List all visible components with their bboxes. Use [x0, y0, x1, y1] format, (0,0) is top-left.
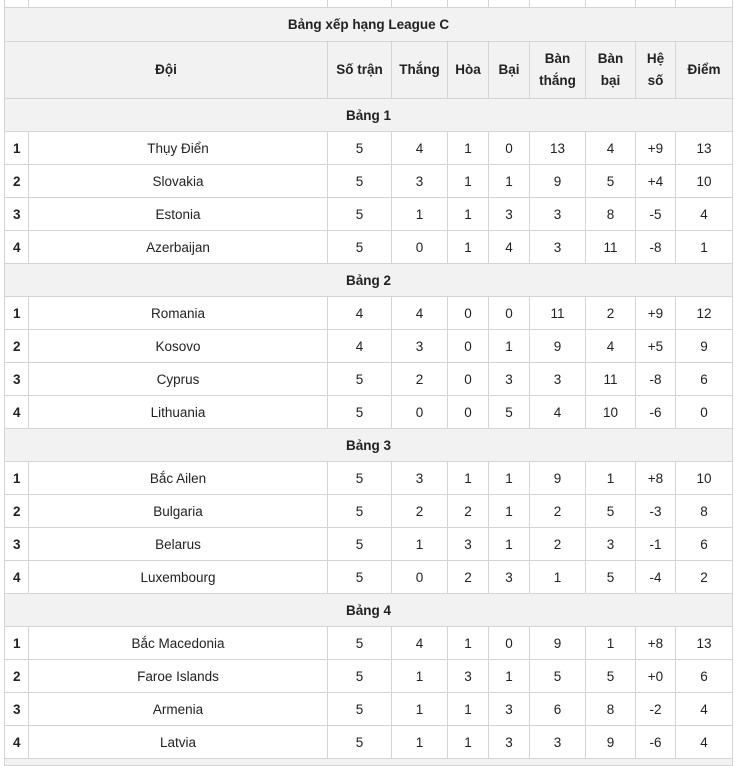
- table-row: [5, 561, 733, 594]
- team-cell: Azerbaijan: [29, 231, 328, 264]
- points-cell: 9: [676, 330, 733, 363]
- goals-for-cell: 2: [530, 495, 586, 528]
- goals-for-cell: 9: [530, 165, 586, 198]
- team-cell: Thụy Điển: [29, 132, 328, 165]
- played-cell: 5: [328, 132, 392, 165]
- header-team: Đội: [5, 42, 328, 99]
- rank-cell: 2: [5, 165, 29, 198]
- losses-cell: 1: [489, 660, 530, 693]
- points-cell: 0: [676, 396, 733, 429]
- goal-diff-cell: +0: [636, 660, 676, 693]
- rank-cell: 3: [5, 363, 29, 396]
- rank-cell: 3: [5, 693, 29, 726]
- bottom-cut-row: [5, 759, 733, 766]
- draws-cell: 3: [448, 528, 489, 561]
- goal-diff-cell: -6: [636, 396, 676, 429]
- team-cell: Slovakia: [29, 165, 328, 198]
- wins-cell: 0: [392, 231, 448, 264]
- rank-cell: 1: [5, 297, 29, 330]
- table-row: [5, 693, 733, 726]
- header-goals-against-line1: Bàn: [597, 51, 624, 66]
- team-cell: Cyprus: [29, 363, 328, 396]
- header-goals-against-line2: bại: [600, 73, 621, 88]
- table-row: [5, 660, 733, 693]
- goals-for-cell: 3: [530, 198, 586, 231]
- table-row: [5, 726, 733, 759]
- team-cell: Armenia: [29, 693, 328, 726]
- wins-cell: 0: [392, 396, 448, 429]
- group-header-row: [5, 99, 733, 132]
- team-cell: Bulgaria: [29, 495, 328, 528]
- goals-for-cell: 13: [530, 132, 586, 165]
- draws-cell: 1: [448, 132, 489, 165]
- header-goal-diff-line1: Hệ: [646, 51, 665, 66]
- wins-cell: 2: [392, 363, 448, 396]
- played-cell: 5: [328, 363, 392, 396]
- goals-for-cell: 11: [530, 297, 586, 330]
- rank-cell: 1: [5, 627, 29, 660]
- losses-cell: 3: [489, 726, 530, 759]
- header-goals-for-line1: Bàn: [544, 51, 571, 66]
- goals-against-cell: 10: [586, 396, 636, 429]
- goal-diff-cell: -2: [636, 693, 676, 726]
- goals-against-cell: 4: [586, 330, 636, 363]
- header-played: Số trận: [328, 42, 392, 99]
- rank-cell: 2: [5, 495, 29, 528]
- points-cell: 4: [676, 726, 733, 759]
- draws-cell: 1: [448, 726, 489, 759]
- points-cell: 2: [676, 561, 733, 594]
- wins-cell: 1: [392, 726, 448, 759]
- goals-against-cell: 4: [586, 132, 636, 165]
- team-cell: Bắc Macedonia: [29, 627, 328, 660]
- points-cell: 13: [676, 627, 733, 660]
- goal-diff-cell: -4: [636, 561, 676, 594]
- goals-for-cell: 9: [530, 462, 586, 495]
- goals-against-cell: 8: [586, 198, 636, 231]
- rank-cell: 1: [5, 132, 29, 165]
- goal-diff-cell: -8: [636, 231, 676, 264]
- table-row: [5, 528, 733, 561]
- team-cell: Bắc Ailen: [29, 462, 328, 495]
- played-cell: 5: [328, 198, 392, 231]
- wins-cell: 2: [392, 495, 448, 528]
- goal-diff-cell: +8: [636, 462, 676, 495]
- points-cell: 4: [676, 198, 733, 231]
- team-cell: Kosovo: [29, 330, 328, 363]
- wins-cell: 3: [392, 330, 448, 363]
- draws-cell: 1: [448, 231, 489, 264]
- losses-cell: 5: [489, 396, 530, 429]
- team-cell: Luxembourg: [29, 561, 328, 594]
- played-cell: 5: [328, 462, 392, 495]
- table-row: [5, 132, 733, 165]
- header-wins: Thắng: [392, 42, 448, 99]
- goal-diff-cell: -3: [636, 495, 676, 528]
- rank-cell: 3: [5, 528, 29, 561]
- goals-against-cell: 5: [586, 660, 636, 693]
- group-header-row: [5, 594, 733, 627]
- draws-cell: 0: [448, 297, 489, 330]
- played-cell: 5: [328, 165, 392, 198]
- draws-cell: 1: [448, 627, 489, 660]
- table-row: [5, 363, 733, 396]
- points-cell: 12: [676, 297, 733, 330]
- draws-cell: 1: [448, 693, 489, 726]
- goal-diff-cell: -8: [636, 363, 676, 396]
- goals-for-cell: 6: [530, 693, 586, 726]
- points-cell: 13: [676, 132, 733, 165]
- group-header-row: [5, 264, 733, 297]
- losses-cell: 3: [489, 561, 530, 594]
- losses-cell: 1: [489, 528, 530, 561]
- points-cell: 10: [676, 462, 733, 495]
- points-cell: 8: [676, 495, 733, 528]
- table-row: [5, 396, 733, 429]
- wins-cell: 1: [392, 693, 448, 726]
- goals-for-cell: 5: [530, 660, 586, 693]
- losses-cell: 1: [489, 330, 530, 363]
- table-row: [5, 231, 733, 264]
- goals-for-cell: 9: [530, 330, 586, 363]
- losses-cell: 0: [489, 297, 530, 330]
- losses-cell: 1: [489, 462, 530, 495]
- points-cell: 6: [676, 660, 733, 693]
- group-title: Bảng 2: [5, 264, 733, 297]
- goal-diff-cell: +9: [636, 132, 676, 165]
- played-cell: 5: [328, 627, 392, 660]
- standings-body: [5, 99, 733, 766]
- team-cell: Latvia: [29, 726, 328, 759]
- points-cell: 6: [676, 363, 733, 396]
- losses-cell: 3: [489, 363, 530, 396]
- draws-cell: 0: [448, 363, 489, 396]
- points-cell: 1: [676, 231, 733, 264]
- goal-diff-cell: -5: [636, 198, 676, 231]
- losses-cell: 3: [489, 693, 530, 726]
- points-cell: 6: [676, 528, 733, 561]
- goal-diff-cell: +9: [636, 297, 676, 330]
- team-cell: Belarus: [29, 528, 328, 561]
- wins-cell: 1: [392, 660, 448, 693]
- goals-for-cell: 3: [530, 726, 586, 759]
- goals-against-cell: 1: [586, 462, 636, 495]
- losses-cell: 0: [489, 132, 530, 165]
- draws-cell: 1: [448, 462, 489, 495]
- rank-cell: 4: [5, 561, 29, 594]
- team-cell: Estonia: [29, 198, 328, 231]
- goals-against-cell: 5: [586, 165, 636, 198]
- header-goals-for-line2: thắng: [539, 73, 576, 88]
- rank-cell: 1: [5, 462, 29, 495]
- goal-diff-cell: +8: [636, 627, 676, 660]
- header-goal-diff-line2: số: [647, 73, 664, 88]
- top-cut-row: [5, 0, 733, 8]
- rank-cell: 2: [5, 660, 29, 693]
- played-cell: 4: [328, 330, 392, 363]
- standings-container: [4, 0, 732, 766]
- rank-cell: 4: [5, 726, 29, 759]
- goals-against-cell: 8: [586, 693, 636, 726]
- played-cell: 4: [328, 297, 392, 330]
- table-row: [5, 297, 733, 330]
- goals-for-cell: 3: [530, 231, 586, 264]
- losses-cell: 4: [489, 231, 530, 264]
- played-cell: 5: [328, 528, 392, 561]
- wins-cell: 4: [392, 132, 448, 165]
- losses-cell: 0: [489, 627, 530, 660]
- header-goal-diff: [636, 42, 676, 99]
- goals-against-cell: 2: [586, 297, 636, 330]
- team-cell: Faroe Islands: [29, 660, 328, 693]
- league-c-standings-table: [4, 0, 733, 766]
- goals-for-cell: 4: [530, 396, 586, 429]
- rank-cell: 2: [5, 330, 29, 363]
- points-cell: 4: [676, 693, 733, 726]
- group-title: Bảng 1: [5, 99, 733, 132]
- goals-against-cell: 5: [586, 561, 636, 594]
- losses-cell: 1: [489, 495, 530, 528]
- draws-cell: 0: [448, 396, 489, 429]
- header-losses: Bại: [489, 42, 530, 99]
- goals-against-cell: 11: [586, 363, 636, 396]
- draws-cell: 2: [448, 495, 489, 528]
- draws-cell: 2: [448, 561, 489, 594]
- goals-against-cell: 9: [586, 726, 636, 759]
- goals-against-cell: 5: [586, 495, 636, 528]
- column-header-row: [5, 42, 733, 99]
- header-goals-against: [586, 42, 636, 99]
- wins-cell: 1: [392, 528, 448, 561]
- rank-cell: 4: [5, 396, 29, 429]
- goals-against-cell: 3: [586, 528, 636, 561]
- rank-cell: 3: [5, 198, 29, 231]
- table-row: [5, 462, 733, 495]
- wins-cell: 3: [392, 462, 448, 495]
- goals-for-cell: 2: [530, 528, 586, 561]
- team-cell: Romania: [29, 297, 328, 330]
- table-title-row: [5, 8, 733, 42]
- played-cell: 5: [328, 396, 392, 429]
- draws-cell: 1: [448, 198, 489, 231]
- wins-cell: 4: [392, 627, 448, 660]
- group-header-row: [5, 429, 733, 462]
- goal-diff-cell: +5: [636, 330, 676, 363]
- goals-for-cell: 3: [530, 363, 586, 396]
- group-title: Bảng 4: [5, 594, 733, 627]
- draws-cell: 0: [448, 330, 489, 363]
- header-goals-for: [530, 42, 586, 99]
- points-cell: 10: [676, 165, 733, 198]
- goals-against-cell: 11: [586, 231, 636, 264]
- losses-cell: 3: [489, 198, 530, 231]
- played-cell: 5: [328, 561, 392, 594]
- wins-cell: 1: [392, 198, 448, 231]
- played-cell: 5: [328, 693, 392, 726]
- wins-cell: 3: [392, 165, 448, 198]
- table-row: [5, 627, 733, 660]
- goals-for-cell: 1: [530, 561, 586, 594]
- goals-against-cell: 1: [586, 627, 636, 660]
- table-row: [5, 495, 733, 528]
- losses-cell: 1: [489, 165, 530, 198]
- header-draws: Hòa: [448, 42, 489, 99]
- rank-cell: 4: [5, 231, 29, 264]
- played-cell: 5: [328, 726, 392, 759]
- goal-diff-cell: +4: [636, 165, 676, 198]
- played-cell: 5: [328, 231, 392, 264]
- played-cell: 5: [328, 495, 392, 528]
- goal-diff-cell: -6: [636, 726, 676, 759]
- table-row: [5, 165, 733, 198]
- table-title: Bảng xếp hạng League C: [5, 8, 733, 42]
- table-row: [5, 330, 733, 363]
- table-row: [5, 198, 733, 231]
- draws-cell: 3: [448, 660, 489, 693]
- header-points: Điểm: [676, 42, 733, 99]
- group-title: Bảng 3: [5, 429, 733, 462]
- played-cell: 5: [328, 660, 392, 693]
- draws-cell: 1: [448, 165, 489, 198]
- wins-cell: 0: [392, 561, 448, 594]
- wins-cell: 4: [392, 297, 448, 330]
- goal-diff-cell: -1: [636, 528, 676, 561]
- goals-for-cell: 9: [530, 627, 586, 660]
- team-cell: Lithuania: [29, 396, 328, 429]
